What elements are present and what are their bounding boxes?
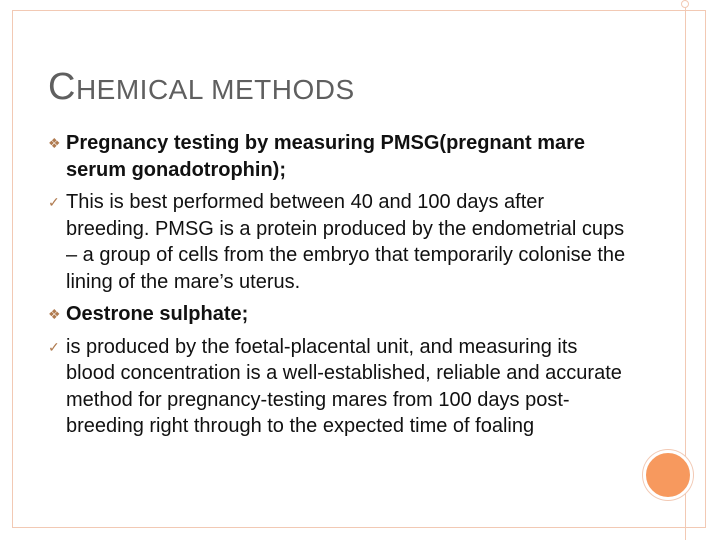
- list-item: [48, 189, 628, 295]
- list-item: [48, 334, 628, 440]
- title-rest: HEMICAL METHODS: [75, 74, 355, 105]
- diamond-bullet-icon: ❖: [48, 135, 61, 151]
- bullet-text: This is best performed between 40 and 100 days after breeding. PMSG is a protein produced by the endometrial cups – a group of cells from the embryo that temporarily colonise the lining of the mare’s uterus.: [66, 191, 626, 293]
- list-item: [48, 301, 628, 328]
- bullet-text: Pregnancy testing by measuring PMSG(pregnant mare serum gonadotrophin);: [66, 132, 586, 181]
- checkmark-bullet-icon: ✓: [48, 338, 60, 355]
- diamond-bullet-icon: ❖: [48, 306, 61, 322]
- bullet-list: [48, 130, 628, 446]
- checkmark-bullet-icon: ✓: [48, 194, 60, 210]
- title-first-letter: C: [48, 66, 76, 108]
- decorative-small-circle: [681, 0, 689, 8]
- list-item: [48, 130, 628, 183]
- bullet-text: is produced by the foetal-placental unit, and measuring its blood concentration is a well-established, reliable and accurate method for pregnancy-testing mares from 100 days post-breeding right through to the expected time of foaling: [66, 335, 622, 437]
- bullet-text: Oestrone sulphate;: [66, 303, 249, 325]
- decorative-orange-circle: [643, 450, 693, 500]
- slide-title: [48, 66, 355, 109]
